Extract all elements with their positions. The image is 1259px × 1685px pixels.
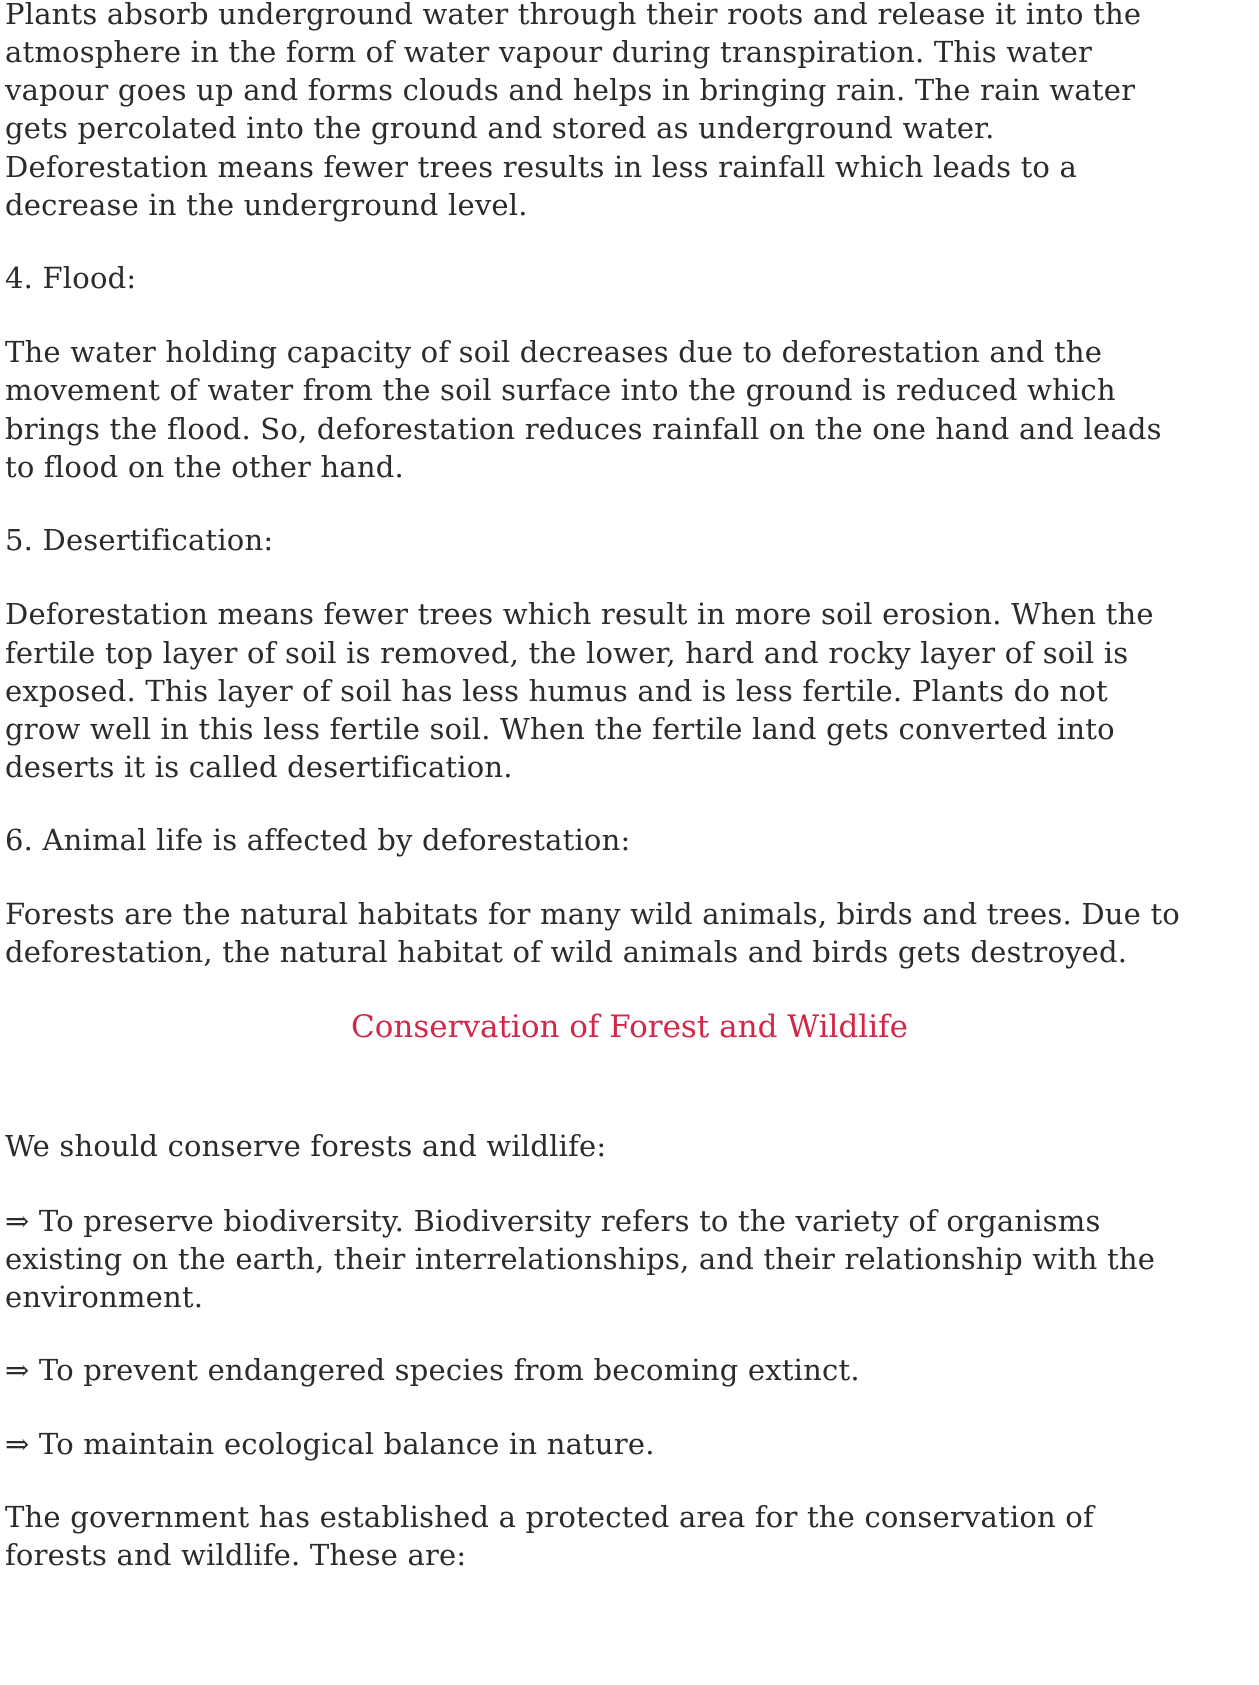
paragraph-line: deforestation, the natural habitat of wild animals and birds gets destroyed.: [5, 935, 1128, 969]
paragraph-line: gets percolated into the ground and stored as underground water.: [5, 111, 995, 145]
paragraph-line: decrease in the underground level.: [5, 188, 528, 222]
bullet-line: ⇒ To prevent endangered species from becoming extinct.: [5, 1353, 860, 1387]
paragraph-line: forests and wildlife. These are:: [5, 1538, 467, 1572]
double-arrow-icon: ⇒: [5, 1427, 30, 1461]
paragraph-line: to flood on the other hand.: [5, 450, 404, 484]
paragraph-line: exposed. This layer of soil has less humus and is less fertile. Plants do not: [5, 674, 1108, 708]
paragraph-line: fertile top layer of soil is removed, the lower, hard and rocky layer of soil is: [5, 636, 1129, 670]
bullet-line: environment.: [5, 1280, 204, 1314]
paragraph-line: deserts it is called desertification.: [5, 750, 513, 784]
paragraph-line: Forests are the natural habitats for many wild animals, birds and trees. Due to: [5, 897, 1180, 931]
double-arrow-icon: ⇒: [5, 1204, 30, 1238]
double-arrow-icon: ⇒: [5, 1353, 30, 1387]
paragraph-line: movement of water from the soil surface into the ground is reduced which: [5, 373, 1116, 407]
paragraph-line: grow well in this less fertile soil. When the fertile land gets converted into: [5, 712, 1115, 746]
paragraph-line: The government has established a protected area for the conservation of: [5, 1500, 1094, 1534]
bullet-line: ⇒ To preserve biodiversity. Biodiversity refers to the variety of organisms: [5, 1204, 1101, 1238]
paragraph-line: The water holding capacity of soil decreases due to deforestation and the: [5, 335, 1103, 369]
conservation-intro: We should conserve forests and wildlife:: [5, 1129, 607, 1163]
section-title: Conservation of Forest and Wildlife: [351, 1009, 908, 1045]
paragraph-line: Plants absorb underground water through their roots and release it into the: [5, 0, 1142, 31]
flood-heading: 4. Flood:: [5, 261, 137, 295]
paragraph-line: atmosphere in the form of water vapour during transpiration. This water: [5, 35, 1093, 69]
paragraph-line: Deforestation means fewer trees results in less rainfall which leads to a: [5, 150, 1077, 184]
bullet-line: existing on the earth, their interrelationships, and their relationship with the: [5, 1242, 1156, 1276]
paragraph-line: Deforestation means fewer trees which result in more soil erosion. When the: [5, 597, 1154, 631]
paragraph-line: brings the flood. So, deforestation reduces rainfall on the one hand and leads: [5, 412, 1162, 446]
animal-life-heading: 6. Animal life is affected by deforestation:: [5, 823, 631, 857]
bullet-line: ⇒ To maintain ecological balance in nature.: [5, 1427, 655, 1461]
paragraph-line: vapour goes up and forms clouds and helps in bringing rain. The rain water: [5, 73, 1136, 107]
desertification-heading: 5. Desertification:: [5, 523, 274, 557]
